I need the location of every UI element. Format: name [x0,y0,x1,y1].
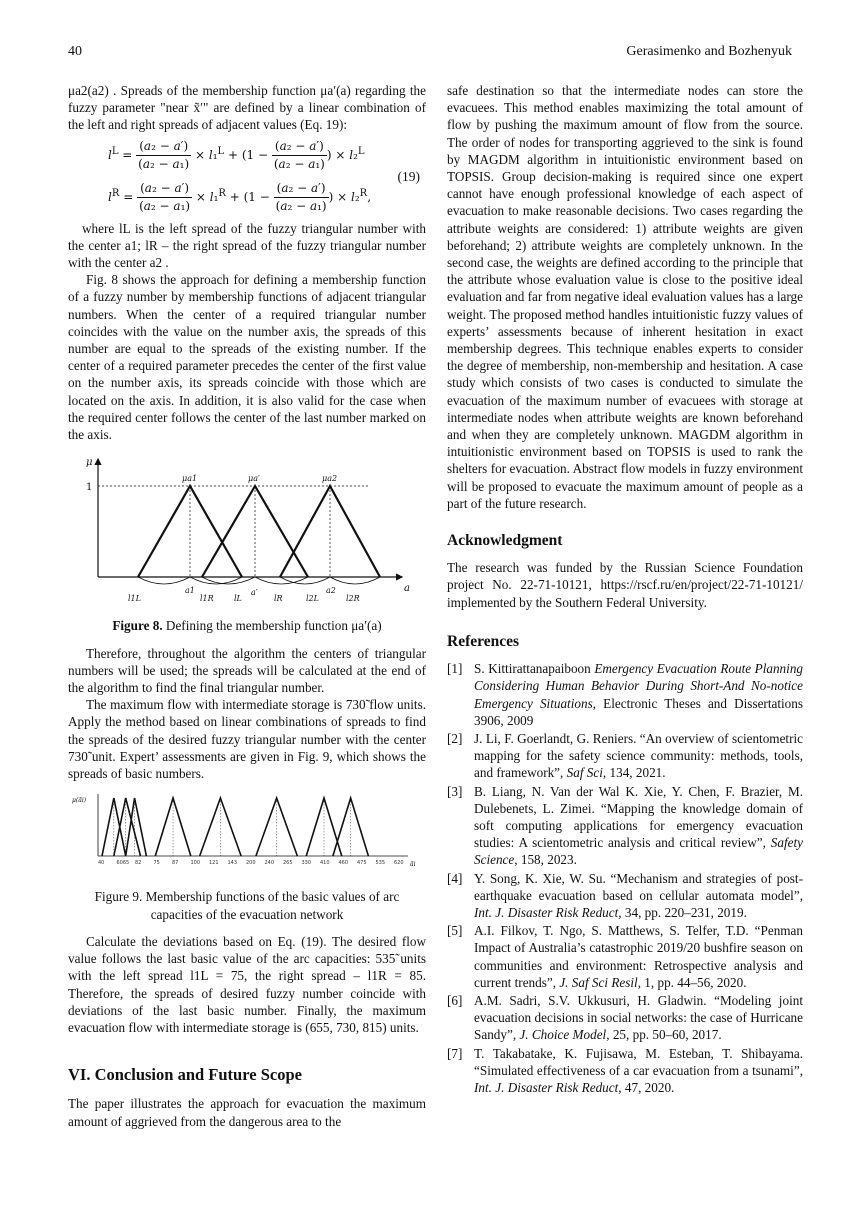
figure-9-membership-plot [68,790,426,880]
axis-label: l2L [306,594,319,604]
section-heading: Acknowledgment [447,532,563,550]
reference-venue: Int. J. Disaster Risk Reduct [474,1079,619,1095]
page-number: 40 [68,44,82,59]
reference-venue: Saf Sci [566,765,603,781]
reference-venue: J. Choice Model [519,1027,607,1043]
paragraph: where lL is the left spread of the fuzzy triangular number with the center a1; lR – the right spread of the fuzzy triangular number with the center a2 . [68,220,426,271]
equation-right-spread: $l^R$ = $\frac{\text{(a₂ − a′)}}{\text{(a₂ − a₁)}}$ × l₁$^R$ + (1 − $\frac{\text{(a₂ − a′)}}{\text{(a₂ − a₁)}}$ ) × l₂$^R$, [108,180,372,213]
paragraph: safe destination so that the intermediate nodes can store the evacuees. This method enables maximizing the total amount of flow by pushing the maximum amount of flow from the source. The order of nodes for transporting aggrieved to the sink is found by MAGDM algorithm in intuitionistic environment based on TOPSIS. Group decision-making is required since one expert cannot have enough professional knowledge of each aspect of evacuation to make reasonable decisions. Two cases regarding the attribute weights are considered: 1) attribute weights are given beforehand; 2) attribute weights are completely unknown. In the second case, the weights are defined according to the principle that the attribute whose evaluation value is close to the positive ideal evaluation and far from negative ideal evaluation values has a large weight. The proposed method handles intuitionistic fuzzy values of experts’ assessments because of inherent hesitation in exact membership degrees. This technique enables experts to consider the degree of membership, non-membership and hesitation. A case study which consists of two cases is conducted to simulate the evacuation of the maximum number of evacuees with storage at intermediate nodes when attribute weights are known beforehand and when they are completely unknown. MAGDM algorithm in intuitionistic environment based on TOPSIS is used to rank the shelters for evacuation. Abstract flow models in fuzzy environment will be proposed to evacuate the maximum amount of people as a part of the future research. [447,83,803,511]
x-tick-label: 143 [227,860,238,867]
reference-venue: Emergency Evacuation Route Planning Considering Human Behavior During Short-And No-notice Emergency Situations [474,661,804,711]
axis-label: l2R [346,594,360,604]
x-tick-label: 40 [98,860,105,867]
reference-number: [3] [447,783,463,799]
peak-label-a2: μa2 [322,474,338,484]
figure-9 [68,790,426,923]
reference-number: [2] [447,730,463,746]
x-tick-label: 82 [135,860,142,867]
y-axis-label: μ(ãi) [72,797,87,805]
x-axis-label: ãi [410,861,416,869]
basic-value-triangle [126,798,147,856]
x-tick-label: 87 [172,860,179,867]
equation-number: (19) [397,168,420,184]
axis-label: a′ [251,588,258,598]
x-tick-label: 6065 [116,860,130,867]
x-tick-label: 620 [394,860,404,867]
reference-item: [4] Y. Song, K. Xie, W. Su. “Mechanism and strategies of post-earthquake evacuation based on cellular automata model”, Int. J. Disaster Risk Reduct, 34, pp. 220–231, 2019. [447,870,803,920]
x-tick-label: 240 [264,860,275,867]
x-tick-labels [98,860,404,866]
paragraph: The maximum flow with intermediate storage is 730̃ flow units. Apply the method based on linear combinations of spreads to find the spreads of the desired fuzzy triangular number with the center 730̃ unit. Expert’ assessments are given in Fig. 9, which shows the spreads of basic numbers. [68,697,426,782]
axis-label: a1 [185,586,195,596]
reference-item: [7] T. Takabatake, K. Fujisawa, M. Esteban, T. Shibayama. “Simulated effectiveness of a car evacuation from a tsunami”, Int. J. Disaster Risk Reduct, 47, 2020. [447,1045,803,1095]
x-tick-label: 475 [357,860,367,867]
reference-item: [1] S. Kittirattanapaiboon Emergency Evacuation Route Planning Considering Human Behavior During Short-And No-notice Emergency Situations, Electronic Theses and Dissertations 3906, 2009 [447,661,804,728]
x-tick-label: 265 [283,860,293,867]
section-heading: References [447,632,520,650]
reference-number: [4] [447,870,463,886]
y-tick-label: 1 [86,482,93,494]
axis-label: l1L [128,594,141,604]
x-tick-label: 75 [153,860,160,867]
reference-number: [6] [447,992,463,1008]
reference-number: [7] [447,1045,463,1061]
axis-label: lR [274,594,283,604]
left-column [68,82,426,1130]
paragraph: μa2(a2) . Spreads of the membership function μa′(a) regarding the fuzzy parameter "near x̃′" are defined by a linear combination of the left and right spreads of adjacent values (Eq. 19): [68,83,426,133]
x-tick-label: 100 [190,860,201,867]
peak-label-a-prime: μa′ [248,474,260,484]
reference-number: [5] [447,923,463,939]
x-tick-label: 121 [209,860,219,867]
paragraph: The paper illustrates the approach for evacuation the maximum amount of aggrieved from the dangerous area to the [68,1096,426,1129]
axis-label: a2 [326,586,336,596]
equation-19 [68,136,426,218]
x-axis-label: a [404,583,410,595]
reference-item: [6] A.M. Sadri, S.V. Ukkusuri, H. Gladwin. “Modeling joint evacuation decisions in social networks: the case of Hurricane Sandy”, J. Choice Model, 25, pp. 50–60, 2017. [447,992,803,1043]
basic-value-triangles [102,798,368,856]
reference-item: [2] J. Li, F. Goerlandt, G. Reniers. “An overview of scientometric mapping for the safety science community: methods, tools, and framework”, Saf Sci, 134, 2021. [447,730,803,781]
y-axis-label: μ [86,457,93,469]
figure-8-membership-plot [68,451,426,609]
running-header-authors: Gerasimenko and Bozhenyuk [626,44,792,59]
x-tick-label: 330 [301,860,312,867]
reference-venue: Safety Science [474,835,803,868]
reference-item: [3] B. Liang, N. Van der Wal K. Xie, Y. Chen, F. Brazier, M. Dulebenets, L. Zimei. “Mapping the knowledge domain of soft computing applications for emergency evacuation studies: A scientometric analysis and critical review”, Safety Science, 158, 2023. [447,783,803,868]
reference-venue: Int. J. Disaster Risk Reduct, [474,904,622,920]
paragraph: Therefore, throughout the algorithm the centers of triangular numbers will be used; the spreads will be calculated at the end of the algorithm to find the final triangular number. [68,645,426,696]
peak-label-a1: μa1 [182,474,198,484]
figure-8 [68,451,426,634]
reference-number: [1] [447,661,463,677]
figure-9-caption: Figure 9. Membership functions of the basic values of arc capacities of the evacuation network [94,889,400,922]
triangles [138,486,380,577]
paragraph: The research was funded by the Russian Science Foundation project No. 22-71-10121, https://rscf.ru/en/project/22-71-10121/ implemented by the Southern Federal University. [447,560,803,610]
x-tick-label: 460 [338,860,349,867]
axis-label: l1R [200,594,214,604]
paragraph: Fig. 8 shows the approach for defining a membership function of a fuzzy number by membership functions of adjacent triangular numbers. When the center of a required triangular number coincides with the value on the number axis, the spreads of this number are equal to the spreads of the existing number. If the center of a required parameter precedes the center of the first value on the number axis, its spreads coincide with those which are located on the axis. In addition, it is also valid for the case when the required center follows the center of the last number marked on the axis. [68,272,426,443]
figure-8-caption: Figure 8. Defining the membership function μa′(a) [112,618,382,634]
paragraph: Calculate the deviations based on Eq. (19). The desired flow value follows the last basic value of the arc capacities: 535̃ units with the left spread l1L = 75, the right spread – l1R = 85. Therefore, the spreads of desired fuzzy number coincide with deviations of the last basic number. Finally, the maximum evacuation flow with intermediate storage is (655, 730, 815) units. [68,933,426,1035]
section-heading: VI. Conclusion and Future Scope [68,1065,302,1085]
reference-venue: J. Saf Sci Resil [559,974,638,990]
spread-arcs [138,577,380,584]
axis-label: lL [234,594,242,604]
right-column [447,82,803,1097]
reference-list [447,660,803,1096]
x-tick-label: 410 [320,860,330,867]
equation-left-spread: $l^L$ = $\frac{\text{(a₂ − a′)}}{\text{(a₂ − a₁)}}$ × l₁$^L$ + (1 − $\frac{\text{(a₂ − a′)}}{\text{(a₂ − a₁)}}$ ) × l₂$^L$ [108,138,365,171]
x-tick-label: 200 [246,860,256,867]
x-tick-label: 535 [375,860,386,867]
reference-item: [5] A.I. Filkov, T. Ngo, S. Matthews, S. Telfer, T.D. “Penman Impact of Australia’s catastrophic 2019/20 bushfire season on communities and environment: Retrospective analysis and current trends”, J. Saf Sci Resil, 1, pp. 44–56, 2020. [447,923,803,990]
